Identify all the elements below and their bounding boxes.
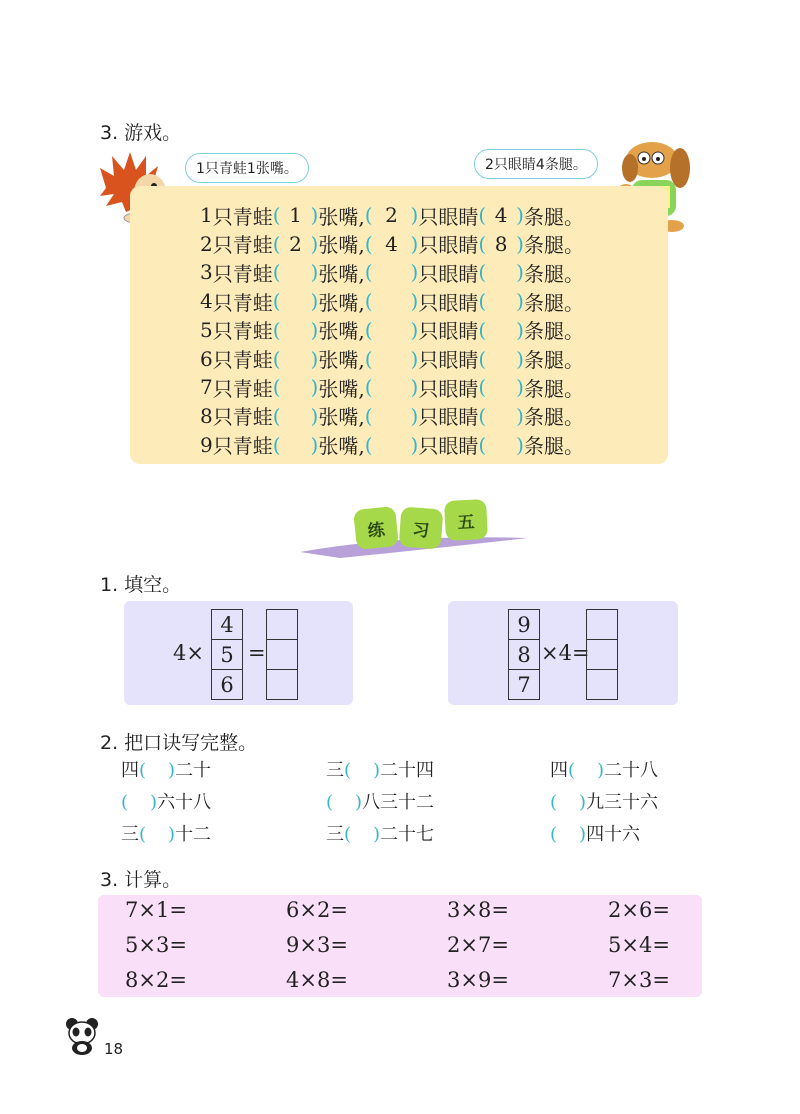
paren-open: ( — [478, 317, 487, 342]
mnemonic-heading: 2. 把口诀写完整。 — [100, 732, 258, 754]
fill-left-number: 5 — [212, 640, 242, 670]
answer-box[interactable] — [587, 640, 617, 670]
answer-mouths[interactable]: 2 — [289, 231, 302, 256]
row-text-frog: 只青蛙 — [212, 376, 273, 401]
row-text-eyes: 只眼睛 — [418, 434, 479, 459]
mnemonic-pre: 四 — [550, 760, 568, 781]
paren-open: ( — [272, 260, 281, 285]
row-text-frog: 只青蛙 — [212, 233, 273, 258]
row-text-legs: 条腿。 — [523, 290, 584, 315]
mnemonic-post: 二十八 — [604, 760, 659, 781]
row-text-eyes: 只眼睛 — [418, 261, 479, 286]
paren-close: ) — [168, 760, 176, 781]
paren-open: ( — [139, 824, 147, 845]
fill-right-number: 8 — [509, 640, 539, 670]
row-text-frog: 只青蛙 — [212, 261, 273, 286]
answer-box[interactable] — [587, 610, 617, 640]
paren-close: ) — [310, 317, 319, 342]
paren-open: ( — [272, 403, 281, 428]
paren-close: ) — [310, 231, 319, 256]
paren-open: ( — [364, 403, 373, 428]
paren-close: ) — [310, 203, 319, 227]
mnemonic-item — [550, 756, 658, 782]
fill-left-number: 4 — [212, 610, 242, 640]
row-text-frog: 只青蛙 — [212, 290, 273, 315]
answer-box[interactable] — [267, 610, 297, 640]
paren-open: ( — [478, 289, 487, 314]
paren-close: ) — [579, 792, 587, 813]
mnemonic-post: 六十八 — [157, 792, 212, 813]
row-text-legs: 条腿。 — [523, 233, 584, 258]
compute-item[interactable]: 6×2= — [286, 898, 348, 922]
fill-right-number-stack — [508, 609, 540, 700]
mnemonic-post: 二十 — [175, 760, 212, 781]
paren-close: ) — [310, 375, 319, 400]
mnemonic-item — [326, 788, 434, 814]
mnemonic-pre: 三 — [326, 824, 344, 845]
paren-close: ) — [310, 403, 319, 428]
mnemonic-pre: 三 — [326, 760, 344, 781]
answer-legs[interactable]: 4 — [494, 203, 508, 227]
mnemonic-post: 八三十二 — [362, 792, 435, 813]
paren-close: ) — [410, 203, 419, 227]
compute-item[interactable]: 9×3= — [286, 933, 348, 957]
paren-close: ) — [579, 824, 587, 845]
paren-close: ) — [516, 375, 524, 400]
paren-open: ( — [550, 792, 558, 813]
paren-close: ) — [516, 231, 524, 256]
mnemonic-post: 四十六 — [586, 824, 641, 845]
paren-open: ( — [121, 792, 129, 813]
compute-item[interactable]: 5×3= — [125, 933, 187, 957]
game-row — [200, 258, 584, 286]
row-text-mouth: 张嘴, — [318, 204, 365, 229]
paren-open: ( — [478, 403, 487, 428]
row-text-legs: 条腿。 — [523, 319, 584, 344]
paren-open: ( — [478, 432, 487, 457]
exercise5-char-2: 习 — [399, 507, 444, 550]
row-text-mouth: 张嘴, — [318, 376, 365, 401]
answer-eyes[interactable]: 2 — [385, 203, 398, 227]
mnemonic-item — [121, 756, 211, 782]
compute-item[interactable]: 4×8= — [286, 968, 348, 992]
paren-open: ( — [364, 317, 373, 342]
fill-right-answer-stack — [586, 609, 618, 700]
compute-item[interactable]: 7×3= — [608, 968, 670, 992]
row-text-frog: 只青蛙 — [212, 319, 273, 344]
paren-close: ) — [373, 760, 381, 781]
fill-left-prefix: 4× — [173, 641, 204, 665]
fill-left-number: 6 — [220, 672, 234, 697]
paren-open: ( — [364, 260, 373, 285]
row-text-mouth: 张嘴, — [318, 319, 365, 344]
mnemonic-item — [550, 820, 640, 846]
panda-icon — [64, 1016, 100, 1056]
paren-open: ( — [364, 289, 373, 314]
frog-count: 6 — [200, 346, 213, 371]
paren-close: ) — [516, 289, 524, 314]
row-text-frog: 只青蛙 — [212, 204, 273, 229]
mnemonic-post: 九三十六 — [586, 792, 659, 813]
row-text-eyes: 只眼睛 — [418, 204, 479, 229]
paren-open: ( — [478, 346, 487, 371]
exercise5-char-3: 五 — [444, 499, 488, 541]
paren-open: ( — [478, 375, 487, 400]
compute-item[interactable]: 3×9= — [447, 968, 509, 992]
frog-count: 4 — [200, 289, 213, 314]
row-text-eyes: 只眼睛 — [418, 405, 479, 430]
paren-open: ( — [344, 824, 352, 845]
compute-item[interactable]: 7×1= — [125, 898, 187, 922]
compute-heading: 3. 计算。 — [100, 869, 182, 891]
page-number: 18 — [104, 1040, 124, 1058]
row-text-mouth: 张嘴, — [318, 233, 365, 258]
fill-left-answer-stack — [266, 609, 298, 700]
fill-right-number: 9 — [509, 610, 539, 640]
compute-item[interactable]: 8×2= — [125, 968, 187, 992]
answer-eyes[interactable]: 4 — [385, 231, 398, 256]
paren-close: ) — [597, 760, 605, 781]
paren-open: ( — [272, 203, 281, 227]
frog-count: 9 — [200, 432, 213, 457]
game-row — [200, 431, 584, 459]
compute-item[interactable]: 2×7= — [447, 933, 509, 957]
row-text-mouth: 张嘴, — [318, 290, 365, 315]
mnemonic-post: 十二 — [175, 824, 212, 845]
row-text-eyes: 只眼睛 — [418, 319, 479, 344]
compute-item[interactable]: 3×8= — [447, 898, 509, 922]
paren-open: ( — [272, 375, 281, 400]
row-text-eyes: 只眼睛 — [418, 348, 479, 372]
frog-count: 8 — [200, 403, 213, 428]
paren-open: ( — [272, 432, 281, 457]
frog-count: 1 — [200, 203, 213, 227]
paren-close: ) — [410, 375, 419, 400]
mnemonic-post: 二十七 — [380, 824, 435, 845]
row-text-mouth: 张嘴, — [318, 405, 365, 430]
row-text-frog: 只青蛙 — [212, 405, 273, 430]
paren-open: ( — [326, 792, 334, 813]
game-row — [200, 402, 584, 430]
paren-open: ( — [550, 824, 558, 845]
game-row — [200, 345, 584, 373]
game-row — [200, 201, 584, 229]
mnemonic-item — [550, 788, 658, 814]
row-text-legs: 条腿。 — [523, 261, 584, 286]
row-text-legs: 条腿。 — [523, 434, 584, 459]
fill-left-number-stack — [211, 609, 243, 700]
fill-left-equals: = — [248, 641, 266, 665]
mnemonic-item — [121, 788, 211, 814]
frog-count: 2 — [200, 231, 213, 256]
mnemonic-item — [121, 820, 211, 846]
speech-bubble-right: 2只眼睛4条腿。 — [474, 149, 598, 179]
paren-close: ) — [168, 824, 176, 845]
paren-open: ( — [272, 289, 281, 314]
row-text-frog: 只青蛙 — [212, 434, 273, 459]
mnemonic-pre: 四 — [121, 760, 139, 781]
row-text-frog: 只青蛙 — [212, 348, 273, 372]
paren-close: ) — [516, 403, 524, 428]
frog-count: 3 — [200, 260, 213, 285]
paren-open: ( — [272, 346, 281, 371]
paren-close: ) — [410, 403, 419, 428]
mnemonic-item — [326, 820, 434, 846]
paren-open: ( — [364, 203, 373, 227]
mnemonic-pre: 三 — [121, 824, 139, 845]
paren-close: ) — [373, 824, 381, 845]
row-text-mouth: 张嘴, — [318, 261, 365, 286]
paren-close: ) — [516, 203, 524, 227]
compute-item[interactable]: 2×6= — [608, 898, 670, 922]
row-text-legs: 条腿。 — [523, 348, 584, 372]
paren-close: ) — [310, 260, 319, 285]
paren-close: ) — [355, 792, 363, 813]
paren-close: ) — [516, 432, 524, 457]
exercise5-char-1: 练 — [353, 506, 399, 550]
paren-close: ) — [410, 317, 419, 342]
paren-close: ) — [310, 432, 319, 457]
answer-legs[interactable]: 8 — [494, 231, 508, 256]
paren-close: ) — [410, 289, 419, 314]
row-text-legs: 条腿。 — [523, 405, 584, 430]
row-text-mouth: 张嘴, — [318, 434, 365, 459]
answer-box[interactable] — [587, 670, 617, 699]
mnemonic-item — [326, 756, 434, 782]
paren-open: ( — [364, 346, 373, 371]
paren-open: ( — [478, 231, 487, 256]
paren-open: ( — [364, 432, 373, 457]
answer-box[interactable] — [267, 670, 297, 699]
paren-close: ) — [310, 346, 319, 371]
answer-mouths[interactable]: 1 — [289, 203, 302, 227]
paren-open: ( — [568, 760, 576, 781]
paren-close: ) — [310, 289, 319, 314]
paren-open: ( — [344, 760, 352, 781]
compute-item[interactable]: 5×4= — [608, 933, 670, 957]
row-text-eyes: 只眼睛 — [418, 233, 479, 258]
frog-count: 7 — [200, 375, 213, 400]
paren-open: ( — [139, 760, 147, 781]
paren-close: ) — [150, 792, 158, 813]
paren-open: ( — [478, 260, 487, 285]
game-row — [200, 230, 584, 258]
paren-open: ( — [272, 231, 281, 256]
paren-close: ) — [410, 432, 419, 457]
section3-heading: 3. 游戏。 — [100, 122, 182, 144]
fill-heading: 1. 填空。 — [100, 574, 182, 596]
game-row — [200, 373, 584, 401]
answer-box[interactable] — [267, 640, 297, 670]
paren-close: ) — [410, 231, 419, 256]
paren-close: ) — [410, 260, 419, 285]
paren-close: ) — [516, 260, 524, 285]
row-text-legs: 条腿。 — [523, 204, 584, 229]
paren-open: ( — [364, 375, 373, 400]
paren-close: ) — [516, 346, 524, 371]
paren-open: ( — [272, 317, 281, 342]
mnemonic-post: 二十四 — [380, 760, 435, 781]
paren-open: ( — [478, 203, 487, 227]
speech-bubble-left: 1只青蛙1张嘴。 — [185, 153, 309, 183]
row-text-legs: 条腿。 — [523, 376, 584, 401]
fill-right-number: 7 — [517, 672, 531, 697]
fill-right-suffix: ×4= — [541, 641, 590, 665]
row-text-mouth: 张嘴, — [318, 348, 365, 372]
frog-count: 5 — [200, 317, 213, 342]
paren-open: ( — [364, 231, 373, 256]
row-text-eyes: 只眼睛 — [418, 376, 479, 401]
row-text-eyes: 只眼睛 — [418, 290, 479, 315]
paren-close: ) — [410, 346, 419, 371]
game-row — [200, 287, 584, 315]
game-row — [200, 316, 584, 344]
paren-close: ) — [516, 317, 524, 342]
